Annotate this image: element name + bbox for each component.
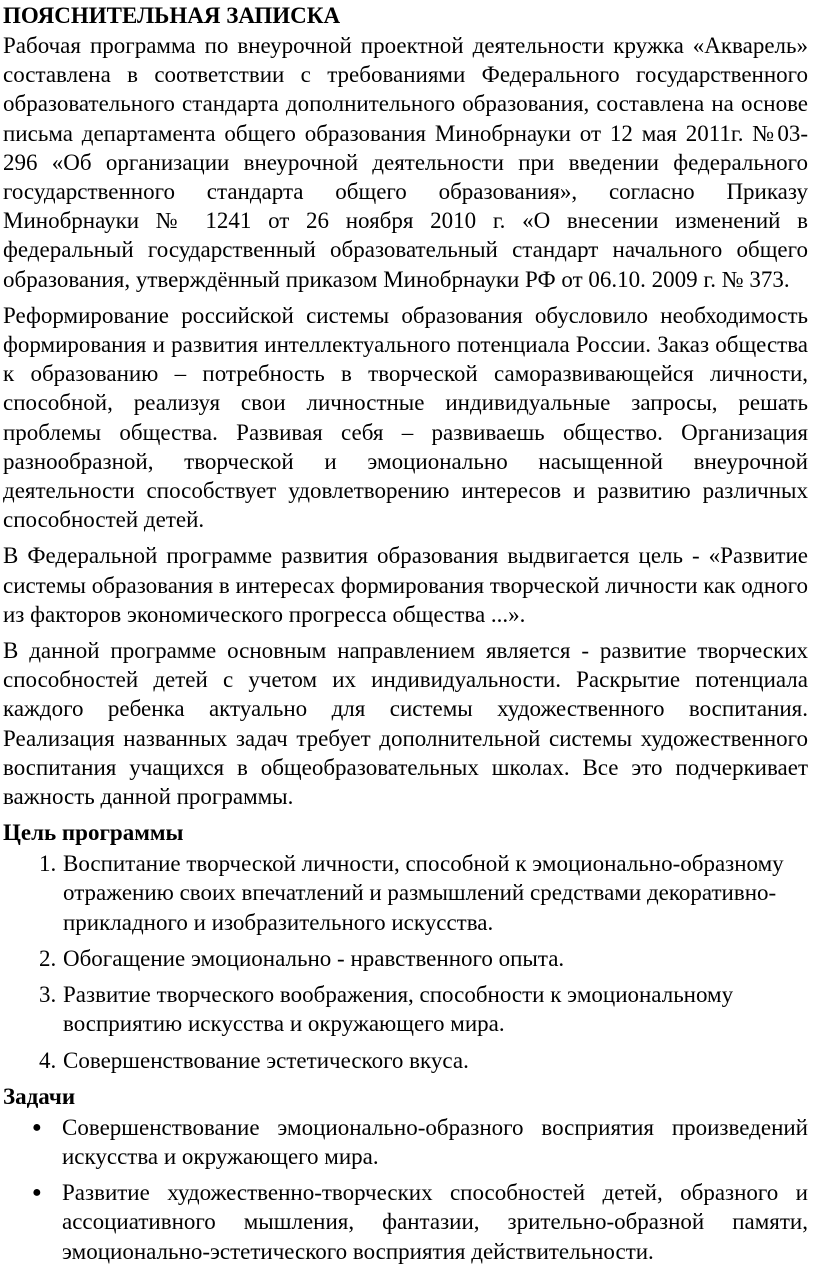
document-page [0, 1, 808, 1266]
paragraph-program-basis: Рабочая программа по внеурочной проектной деятельности кружка «Акварель» составлена в соответствии с требованиями Федерального государственного образовательного стандарта дополнительного образования, составлена на основе письма департамента общего образования Минобрнауки от 12 мая 2011г. №03-296 «Об организации внеурочной деятельности при введении федерального государственного стандарта общего образования», согласно Приказу Минобрнауки № 1241 от 26 ноября 2010 г. «О внесении изменений в федеральный государственный образовательный стандарт начального общего образования, утверждённый приказом Минобрнауки РФ от 06.10. 2009 г. № 373. [3, 33, 808, 292]
bullet-icon: ● [32, 1184, 42, 1202]
goal-item: 2. Обогащение эмоционально - нравственного опыта. [62, 944, 808, 973]
tasks-heading: Задачи [3, 1083, 76, 1109]
paragraph-federal-goal: В Федеральной программе развития образования выдвигается цель - «Развитие системы образования в интересах формирования творческой личности как одного из факторов экономического прогресса общества ...». [3, 543, 808, 627]
goal-item: 1. Воспитание творческой личности, способной к эмоционально-образному отражению своих впечатлений и размышлений средствами декоративно-прикладного и изобразительного искусства. [62, 849, 808, 937]
paragraph-education-reform: Реформирование российской системы образования обусловило необходимость формирования и развития интеллектуального потенциала России. Заказ общества к образованию – потребность в творческой саморазвивающейся личности, способной, реализуя свои личностные индивидуальные запросы, решать проблемы общества. Развивая себя – развиваешь общество. Организация разнообразной, творческой и эмоционально насыщенной внеурочной деятельности способствует удовлетворению интересов и развитию различных способностей детей. [3, 302, 808, 533]
paragraph-program-direction: В данной программе основным направлением является - развитие творческих способностей детей с учетом их индивидуальности. Раскрытие потенциала каждого ребенка актуально для системы художественного воспитания. Реализация названных задач требует дополнительной системы художественного воспитания учащихся в общеобразовательных школах. Все это подчеркивает важность данной программы. [3, 638, 808, 810]
task-item [3, 1178, 808, 1266]
goals-heading: Цель программы [3, 820, 184, 846]
goals-list [3, 849, 808, 1074]
task-item-text: Развитие художественно-творческих способностей детей, образного и ассоциативного мышления, фантазии, зрительно-образной памяти, эмоционально-эстетического восприятия действительности. [62, 1180, 808, 1264]
task-item-text: Совершенствование эмоционально-образного восприятия произведений искусства и окружающего мира. [62, 1114, 808, 1169]
goal-item: 3. Развитие творческого воображения, способности к эмоциональному восприятию искусства и окружающего мира. [62, 980, 808, 1038]
goal-item: 4. Совершенствование эстетического вкуса. [62, 1046, 808, 1075]
document-title: ПОЯСНИТЕЛЬНАЯ ЗАПИСКА [3, 3, 341, 28]
task-item [3, 1113, 808, 1171]
bullet-icon: ● [32, 1118, 42, 1136]
tasks-list [3, 1113, 808, 1266]
